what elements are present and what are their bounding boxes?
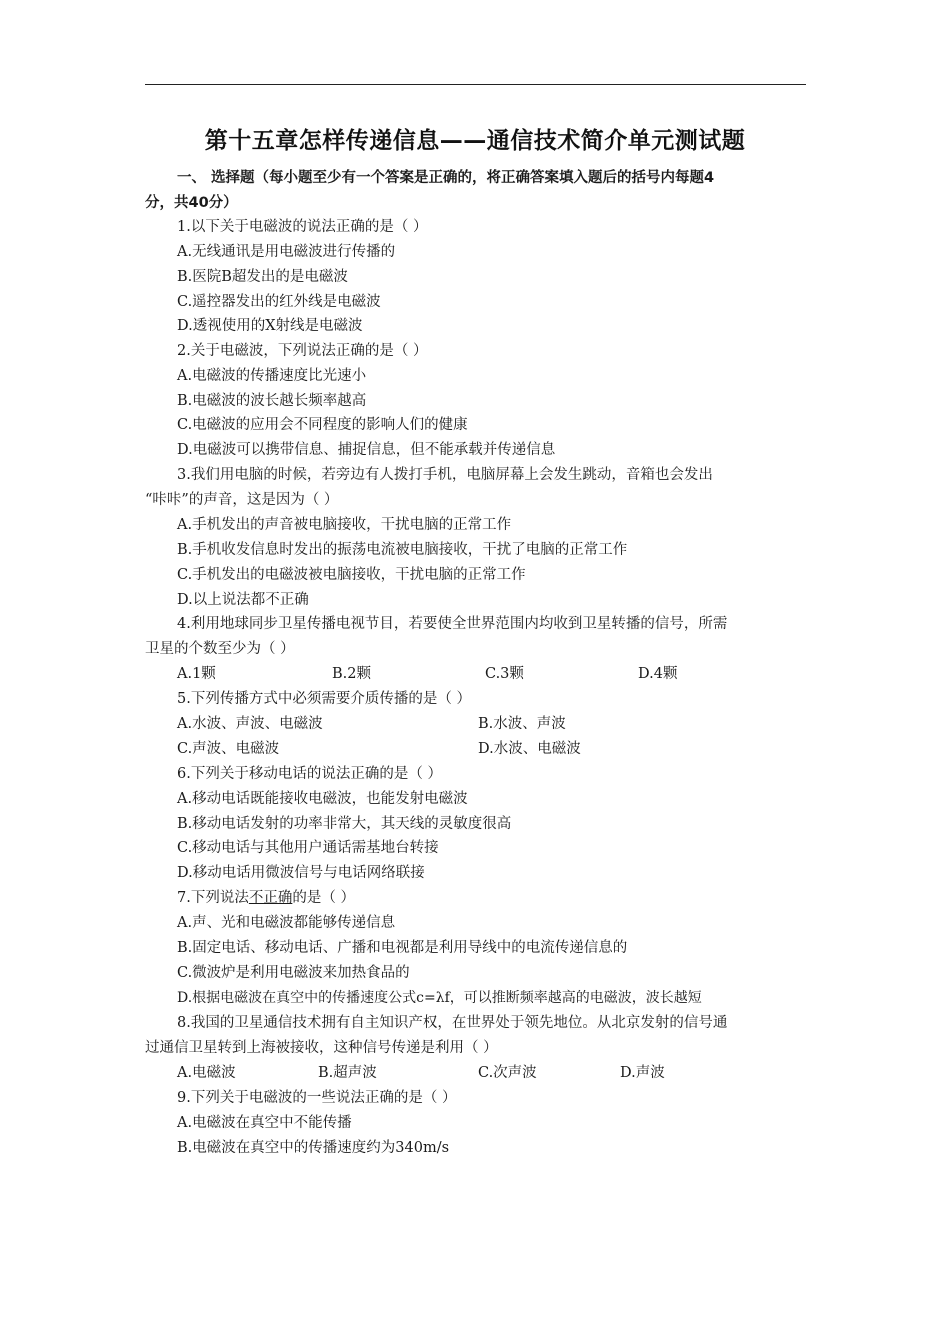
q9-option-b: B.电磁波在真空中的传播速度约为340m/s (177, 1140, 450, 1156)
q1-option-d: D.透视使用的X射线是电磁波 (177, 318, 363, 334)
q3-option-b: B.手机收发信息时发出的振荡电流被电脑接收，干扰了电脑的正常工作 (177, 542, 628, 558)
q8-option-a: A.电磁波 (177, 1065, 236, 1081)
q8-stem-line2: 过通信卫星转到上海被接收，这种信号传递是利用（ ） (145, 1040, 498, 1056)
q4-option-a: A.1颗 (177, 666, 216, 682)
q8-option-b: B.超声波 (318, 1065, 377, 1081)
q1-option-c: C.遥控器发出的红外线是电磁波 (177, 294, 381, 310)
q7-stem-pre: 7.下列说法 (177, 890, 249, 906)
q1-option-b: B.医院B超发出的是电磁波 (177, 269, 348, 285)
section-heading-line2: 分，共40分） (145, 195, 238, 211)
q5-option-d: D.水波、电磁波 (478, 741, 581, 757)
q7-stem-emphasis: 不正确 (248, 890, 293, 906)
q5-stem: 5.下列传播方式中必须需要介质传播的是（ ） (177, 691, 471, 707)
q3-stem-line2: “咔咔”的声音，这是因为（ ） (145, 492, 339, 508)
section-heading-line1: 一、 选择题（每小题至少有一个答案是正确的，将正确答案填入题后的括号内每题4 (177, 170, 715, 186)
q6-option-d: D.移动电话用微波信号与电话网络联接 (177, 865, 425, 881)
q7-option-b: B.固定电话、移动电话、广播和电视都是利用导线中的电流传递信息的 (177, 940, 628, 956)
q8-stem-line1: 8.我国的卫星通信技术拥有自主知识产权，在世界处于领先地位。从北京发射的信号通 (177, 1015, 728, 1031)
q3-option-c: C.手机发出的电磁波被电脑接收，干扰电脑的正常工作 (177, 567, 526, 583)
q6-option-c: C.移动电话与其他用户通话需基地台转接 (177, 840, 439, 856)
q9-option-a: A.电磁波在真空中不能传播 (177, 1115, 352, 1131)
q6-option-b: B.移动电话发射的功率非常大，其天线的灵敏度很高 (177, 816, 512, 832)
q8-option-d: D.声波 (620, 1065, 665, 1081)
page-title: 第十五章怎样传递信息——通信技术简介单元测试题 (204, 128, 746, 154)
q4-stem-line2: 卫星的个数至少为（ ） (145, 641, 295, 657)
q2-stem: 2.关于电磁波，下列说法正确的是（ ） (177, 343, 428, 359)
q3-option-a: A.手机发出的声音被电脑接收，干扰电脑的正常工作 (177, 517, 512, 533)
q3-option-d: D.以上说法都不正确 (177, 592, 309, 608)
header-rule (145, 84, 806, 85)
q7-option-c: C.微波炉是利用电磁波来加热食品的 (177, 965, 410, 981)
q3-stem-line1: 3.我们用电脑的时候，若旁边有人拨打手机，电脑屏幕上会发生跳动，音箱也会发出 (177, 467, 713, 483)
q6-option-a: A.移动电话既能接收电磁波，也能发射电磁波 (177, 791, 468, 807)
q2-option-d: D.电磁波可以携带信息、捕捉信息，但不能承载并传递信息 (177, 442, 556, 458)
q2-option-a: A.电磁波的传播速度比光速小 (177, 368, 367, 384)
q1-option-a: A.无线通讯是用电磁波进行传播的 (177, 244, 396, 260)
q7-option-d: D.根据电磁波在真空中的传播速度公式c=λf，可以推断频率越高的电磁波，波长越短 (177, 990, 702, 1006)
q7-stem (177, 888, 355, 908)
q4-option-b: B.2颗 (332, 666, 371, 682)
q2-option-b: B.电磁波的波长越长频率越高 (177, 393, 367, 409)
q2-option-c: C.电磁波的应用会不同程度的影响人们的健康 (177, 417, 468, 433)
q4-option-d: D.4颗 (638, 666, 678, 682)
q4-option-c: C.3颗 (485, 666, 524, 682)
q4-stem-line1: 4.利用地球同步卫星传播电视节目，若要使全世界范围内均收到卫星转播的信号，所需 (177, 616, 728, 632)
q7-stem-post: 的是（ ） (292, 890, 355, 906)
q6-stem: 6.下列关于移动电话的说法正确的是（ ） (177, 766, 442, 782)
q5-option-c: C.声波、电磁波 (177, 741, 280, 757)
q7-option-a: A.声、光和电磁波都能够传递信息 (177, 915, 396, 931)
q5-option-a: A.水波、声波、电磁波 (177, 716, 323, 732)
q8-option-c: C.次声波 (478, 1065, 537, 1081)
q5-option-b: B.水波、声波 (478, 716, 566, 732)
q9-stem: 9.下列关于电磁波的一些说法正确的是（ ） (177, 1090, 457, 1106)
q1-stem: 1.以下关于电磁波的说法正确的是（ ） (177, 219, 428, 235)
